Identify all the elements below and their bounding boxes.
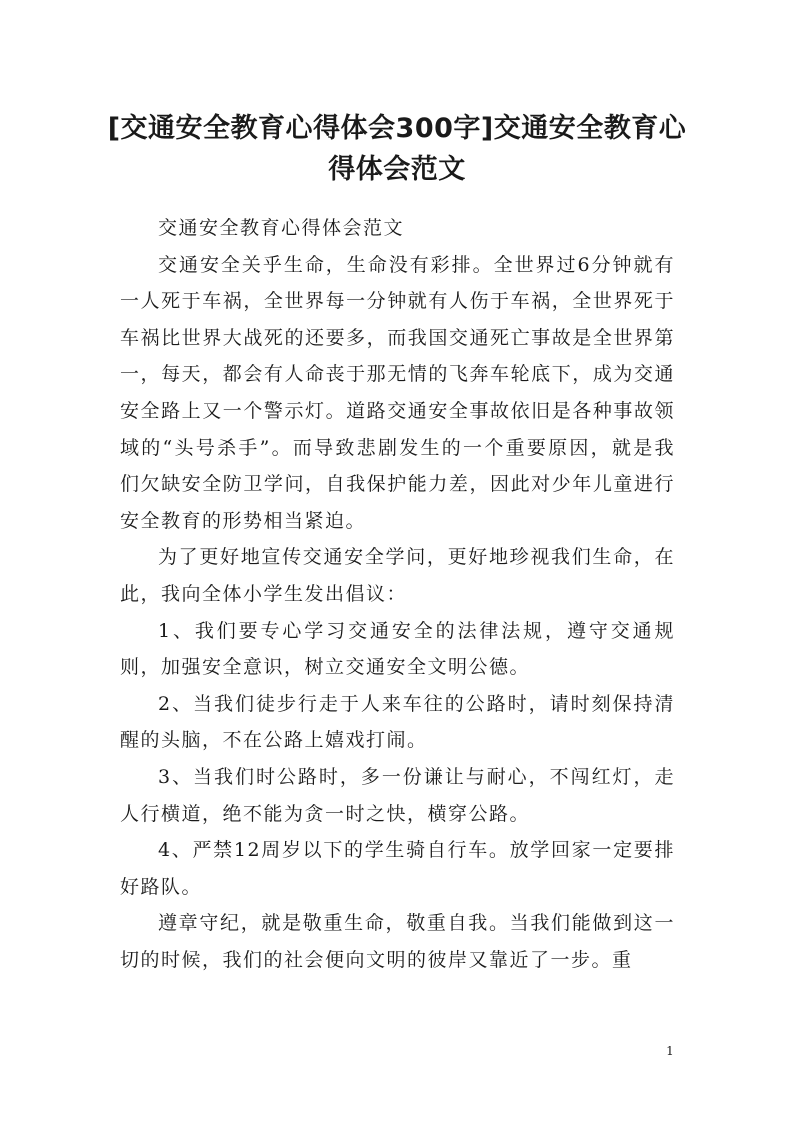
paragraph-subtitle: 交通安全教育心得体会范文 [158,217,405,239]
paragraph-proposal: 为了更好地宣传交通安全学问，更好地珍视我们生命，在此，我向全体小学生发出倡议： [120,546,675,605]
paragraph-conclusion: 遵章守纪，就是敬重生命，敬重自我。当我们能做到这一切的时候，我们的社会便向文明的彼岸又靠近了一步。重 [120,912,675,971]
page-number: 1 [666,1044,674,1058]
paragraph-item-1: 1、我们要专心学习交通安全的法律法规，遵守交通规则，加强安全意识，树立交通安全文明公德。 [120,619,675,679]
paragraph-intro: 交通安全关乎生命，生命没有彩排。全世界过6分钟就有一人死于车祸，全世界每一分钟就有人伤于车祸，全世界死于车祸比世界大战死的还要多，而我国交通死亡事故是全世界第一，每天，都会有人命丧于那无情的飞奔车轮底下，成为交通安全路上又一个警示灯。道路交通安全事故依旧是各种事故领域的“头号杀手”。而导致悲剧发生的一个重要原因，就是我们欠缺安全防卫学问，自我保护能力差，因此对少年儿童进行安全教育的形势相当紧迫。 [120,253,675,532]
paragraph-item-3: 3、当我们时公路时，多一份谦让与耐心，不闯红灯，走人行横道，绝不能为贪一时之快，横穿公路。 [120,765,675,825]
document-title: [交通安全教育心得体会300字]交通安全教育心得体会范文 [107,113,687,185]
paragraph-item-2: 2、当我们徒步行走于人来车往的公路时，请时刻保持清醒的头脑，不在公路上嬉戏打闹。 [120,692,675,752]
paragraph-item-4: 4、严禁12周岁以下的学生骑自行车。放学回家一定要排好路队。 [120,839,675,898]
document-body [120,210,675,978]
